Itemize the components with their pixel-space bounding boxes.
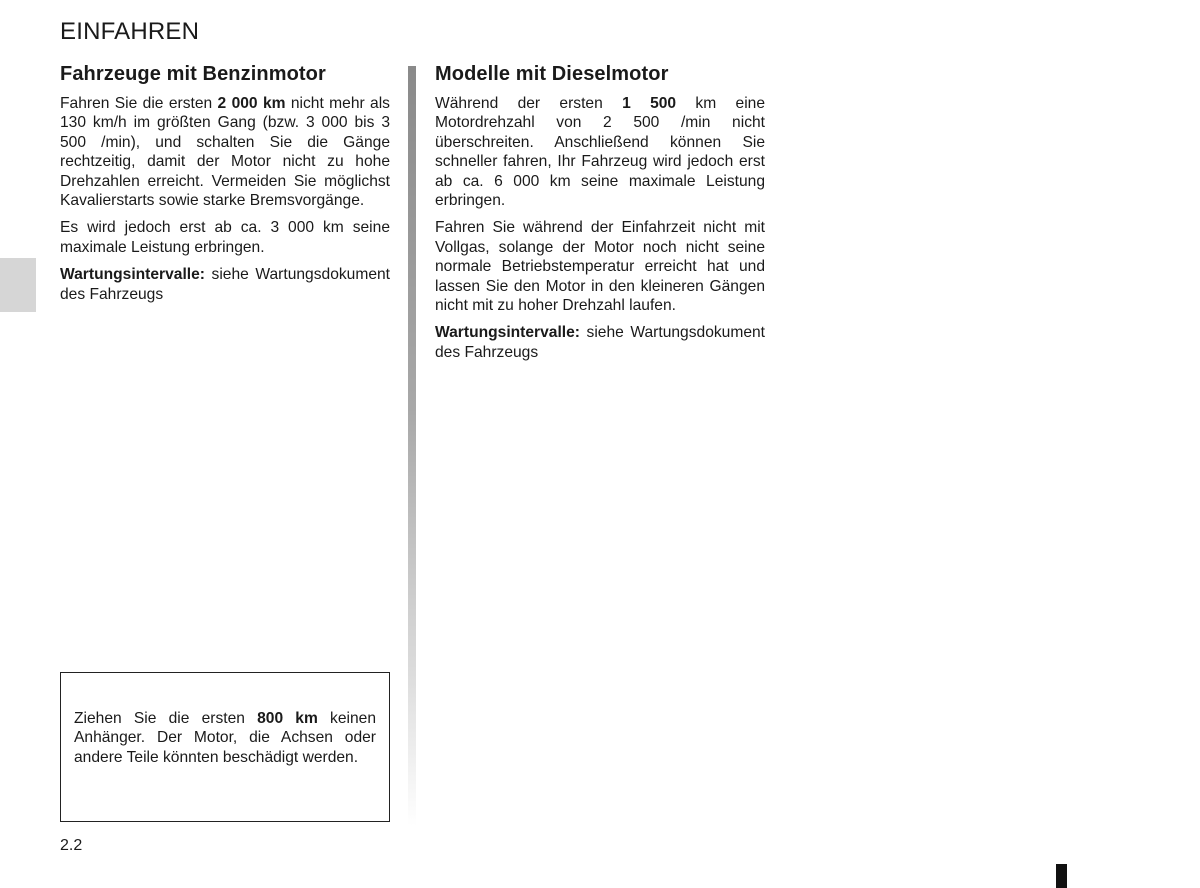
petrol-maintenance-label: Wartungsintervalle: [60, 266, 205, 284]
trailer-warning-text [74, 709, 376, 767]
petrol-p1-text-b: nicht mehr als 130 km/h im größten Gang (bzw. 3 000 bis 3 500 /min), und schalten Sie die Gänge rechtzeitig, damit der Motor nicht zu hohe Drehzahlen erreicht. Vermeiden Sie möglichst Kavalierstarts sowie starke Bremsvorgänge. [60, 95, 390, 210]
note-distance: 800 km [257, 710, 318, 727]
corner-print-mark [1056, 864, 1067, 888]
petrol-maintenance [60, 265, 390, 304]
column-divider [408, 66, 416, 826]
diesel-maintenance-text: siehe Wartungsdokument des Fahrzeugs [435, 324, 765, 361]
petrol-section [60, 62, 390, 312]
diesel-heading: Modelle mit Dieselmotor [435, 63, 669, 85]
chapter-tab-marker [0, 258, 36, 312]
petrol-p1-text-a: Fahren Sie die ersten [60, 95, 218, 112]
note-text-a: Ziehen Sie die ersten [74, 710, 258, 727]
page-title: EINFAHREN [60, 18, 200, 45]
petrol-heading: Fahrzeuge mit Benzinmotor [60, 63, 326, 85]
petrol-p1-distance: 2 000 km [217, 95, 286, 112]
petrol-paragraph-2: Es wird jedoch erst ab ca. 3 000 km seine maximale Leistung erbringen. [60, 219, 390, 256]
page-number: 2.2 [60, 837, 83, 854]
diesel-p1-text-a: Während der ersten [435, 95, 623, 112]
diesel-section [435, 62, 765, 370]
diesel-paragraph-2: Fahren Sie während der Einfahrzeit nicht mit Vollgas, solange der Motor noch nicht seine normale Betriebstemperatur erreicht hat und lassen Sie den Motor in den kleineren Gängen nicht mit zu hoher Drehzahl laufen. [435, 219, 765, 315]
note-text-b: keinen Anhänger. Der Motor, die Achsen oder andere Teile könnten beschädigt werden. [74, 710, 376, 766]
diesel-maintenance [435, 323, 765, 362]
diesel-paragraph-1 [435, 94, 765, 210]
diesel-maintenance-label: Wartungsintervalle: [435, 324, 580, 342]
petrol-paragraph-1 [60, 94, 390, 210]
diesel-p1-distance: 1 500 [622, 95, 677, 112]
diesel-p1-text-b: km eine Motordrehzahl von 2 500 /min nicht überschreiten. Anschließend können Sie schneller fahren, Ihr Fahrzeug wird jedoch erst ab ca. 6 000 km seine maximale Leistung erbringen. [435, 95, 766, 210]
trailer-warning-box [60, 672, 390, 822]
petrol-maintenance-text: siehe Wartungsdokument des Fahrzeugs [60, 266, 390, 303]
